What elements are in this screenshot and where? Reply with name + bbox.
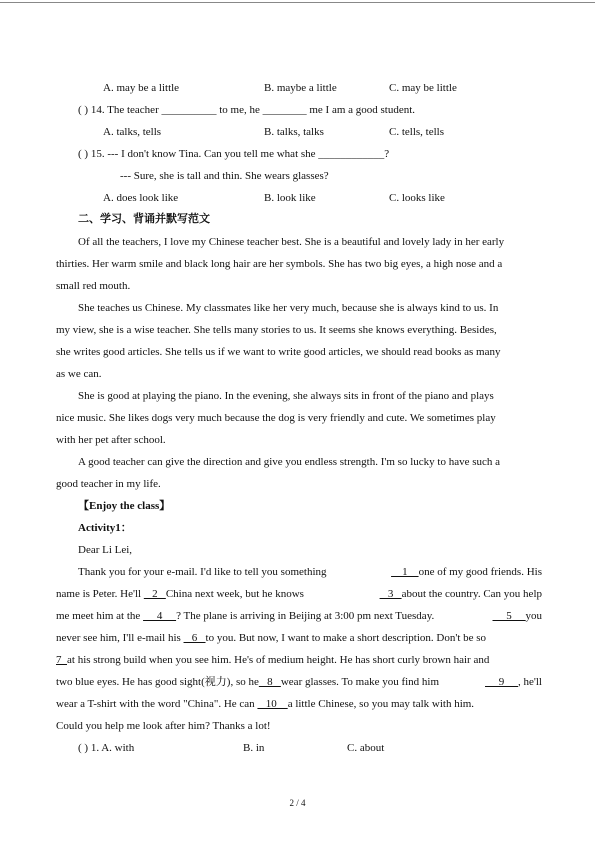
blank-1[interactable]: 1	[391, 566, 419, 578]
blank-10[interactable]: 10	[257, 698, 288, 710]
q15-option-c: C. looks like	[389, 192, 445, 204]
section-2-heading: 二、学习、背诵并默写范文	[78, 212, 210, 225]
essay-line: She teaches us Chinese. My classmates like her very much, because she is always kind to us. In	[78, 302, 499, 314]
blank-4[interactable]: 4	[143, 610, 177, 622]
essay-line: nice music. She likes dogs very much because the dog is very friendly and cute. We sometimes play	[56, 412, 496, 424]
question-1: ( ) 1. A. with	[78, 742, 135, 754]
q14-option-c: C. tells, tells	[389, 126, 444, 138]
blank-8[interactable]: 8	[258, 676, 281, 688]
question-15-reply: --- Sure, she is tall and thin. She wears glasses?	[120, 170, 329, 182]
q13-option-b: B. maybe a little	[264, 82, 337, 94]
q13-option-c: C. may be little	[389, 82, 457, 94]
essay-line: A good teacher can give the direction and give you endless strength. I'm so lucky to have such a	[78, 456, 501, 468]
blank-9[interactable]: 9	[485, 676, 519, 688]
question-14: ( ) 14. The teacher __________ to me, he ________ me I am a good student.	[78, 104, 416, 116]
blank-6[interactable]: 6	[183, 632, 206, 644]
letter-line: name is Peter. He'll 2 China next week, but he knows 3 about the country. Can you help	[56, 588, 542, 600]
activity-label: Activity1：	[78, 522, 132, 534]
letter-line: Thank you for your e-mail. I'd like to tell you something 1 one of my good friends. His	[78, 566, 542, 578]
letter-line: wear a T-shirt with the word "China". He can 10 a little Chinese, so you may talk with him.	[56, 698, 475, 710]
essay-line: my view, she is a wise teacher. She tells many stories to us. It seems she knows everything. Besides,	[56, 324, 497, 336]
letter-line: never see him, I'll e-mail his 6 to you. But now, I want to make a short description. Don't be so	[56, 632, 487, 644]
top-rule	[0, 2, 595, 3]
enjoy-class-heading: 【Enjoy the class】	[78, 500, 171, 512]
q1-option-b: B. in	[243, 742, 265, 754]
letter-line: 7 at his strong build when you see him. He's of medium height. He has short curly brown hair and	[56, 654, 490, 666]
q15-option-a: A. does look like	[103, 192, 179, 204]
essay-line: Of all the teachers, I love my Chinese teacher best. She is a beautiful and lovely lady in her early	[78, 236, 505, 248]
question-15: ( ) 15. --- I don't know Tina. Can you tell me what she ____________?	[78, 148, 390, 160]
q13-option-a: A. may be a little	[103, 82, 180, 94]
blank-5[interactable]: 5	[492, 610, 526, 622]
letter-greeting: Dear Li Lei,	[78, 544, 133, 556]
letter-line: two blue eyes. He has good sight(视力), so he 8 wear glasses. To make you find him 9 , he'll	[56, 676, 542, 688]
essay-line: as we can.	[56, 368, 102, 380]
q14-option-a: A. talks, tells	[103, 126, 162, 138]
essay-line: thirties. Her warm smile and black long hair are her symbols. She has two big eyes, a high nose and a	[56, 258, 503, 270]
letter-line: Could you help me look after him? Thanks a lot!	[56, 720, 271, 732]
essay-line: with her pet after school.	[56, 434, 166, 446]
essay-line: good teacher in my life.	[56, 478, 161, 490]
blank-7[interactable]: 7	[56, 654, 67, 666]
blank-2[interactable]: 2	[143, 588, 166, 600]
q14-option-b: B. talks, talks	[264, 126, 324, 138]
blank-3[interactable]: 3	[379, 588, 402, 600]
page-number: 2 / 4	[289, 798, 306, 808]
essay-line: She is good at playing the piano. In the evening, she always sits in front of the piano and plays	[78, 390, 494, 402]
essay-line: she writes good articles. She tells us if we want to write good articles, we should read books as many	[56, 346, 501, 358]
essay-line: small red mouth.	[56, 280, 131, 292]
letter-line: me meet him at the 4 ? The plane is arriving in Beijing at 3:00 pm next Tuesday. 5 you	[56, 610, 542, 622]
q15-option-b: B. look like	[264, 192, 316, 204]
q1-option-c: C. about	[347, 742, 385, 754]
